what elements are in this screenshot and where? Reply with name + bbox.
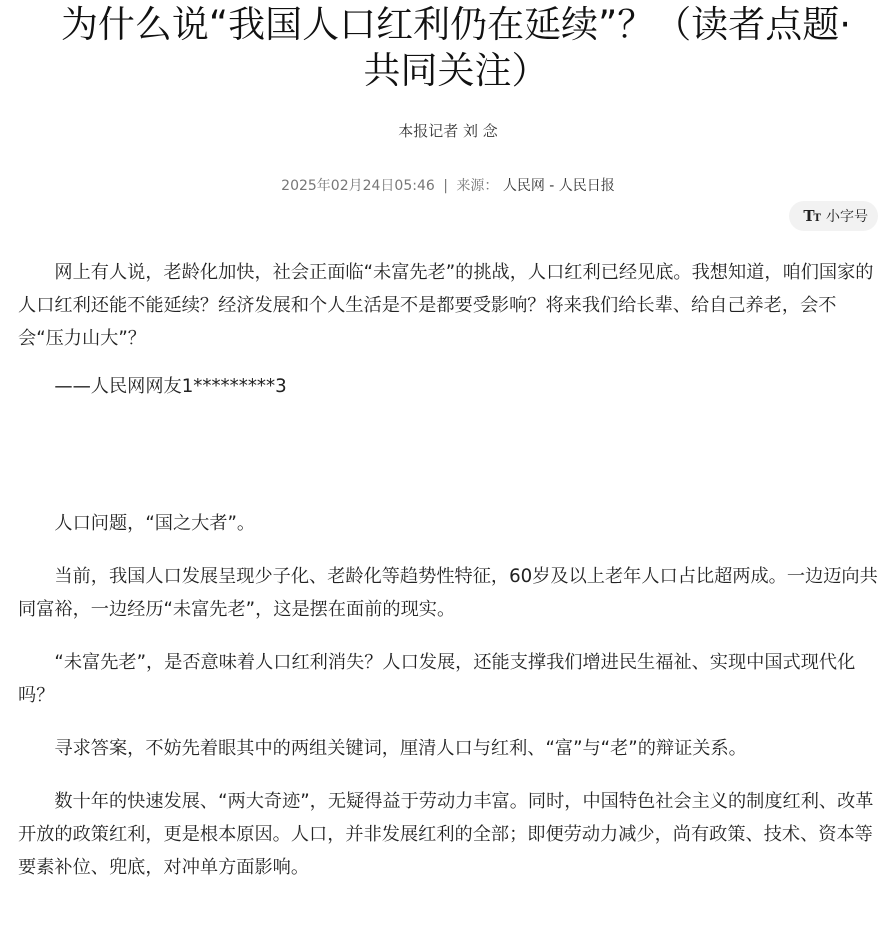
paragraph-gap bbox=[18, 626, 880, 646]
publish-datetime: 2025年02月24日05:46 bbox=[281, 178, 435, 194]
paragraph: 人口问题，“国之大者”。 bbox=[54, 513, 256, 534]
article-body bbox=[18, 256, 880, 884]
author-byline: 本报记者 刘 念 bbox=[398, 122, 498, 140]
page-title bbox=[18, 2, 894, 94]
title-line-2: 共同关注） bbox=[363, 49, 549, 92]
meta-separator: | bbox=[443, 178, 448, 194]
paragraph-gap bbox=[18, 540, 880, 560]
paragraph-gap bbox=[18, 765, 880, 785]
font-size-toggle-button[interactable] bbox=[789, 201, 878, 231]
paragraph: 寻求答案，不妨先着眼其中的两组关键词，厘清人口与红利、“富”与“老”的辩证关系。 bbox=[54, 738, 747, 759]
source-label: 来源： bbox=[456, 178, 499, 194]
paragraph: 当前，我国人口发展呈现少子化、老龄化等趋势性特征，60岁及以上老年人口占比超两成。一边迈向共同富裕，一边经历“未富先老”，这是摆在面前的现实。 bbox=[18, 566, 878, 620]
font-size-toggle-label: 小字号 bbox=[826, 209, 868, 225]
paragraph-gap bbox=[18, 712, 880, 732]
title-line-1: 为什么说“我国人口红利仍在延续”？（读者点题· bbox=[60, 3, 852, 46]
paragraph: “未富先老”，是否意味着人口红利消失？人口发展，还能支撑我们增进民生福祉、实现中国式现代化吗？ bbox=[18, 652, 856, 706]
text-size-icon: TT bbox=[803, 207, 820, 225]
article-meta bbox=[0, 176, 896, 196]
spacer bbox=[18, 403, 880, 507]
paragraph: 数十年的快速发展、“两大奇迹”，无疑得益于劳动力丰富。同时，中国特色社会主义的制度红利、改革开放的政策红利，更是根本原因。人口，并非发展红利的全部；即便劳动力减少，尚有政策、技术、资本等要素补位、兜底，对冲单方面影响。 bbox=[18, 791, 874, 878]
paragraph-signature: ——人民网网友1*********3 bbox=[54, 376, 287, 397]
paragraph-question: 网上有人说，老龄化加快，社会正面临“未富先老”的挑战，人口红利已经见底。我想知道，咱们国家的人口红利还能不能延续？经济发展和个人生活是不是都要受影响？将来我们给长辈、给自己养老，会不会“压力山大”？ bbox=[18, 262, 874, 349]
source-link[interactable]: 人民网 - 人民日报 bbox=[502, 178, 615, 194]
